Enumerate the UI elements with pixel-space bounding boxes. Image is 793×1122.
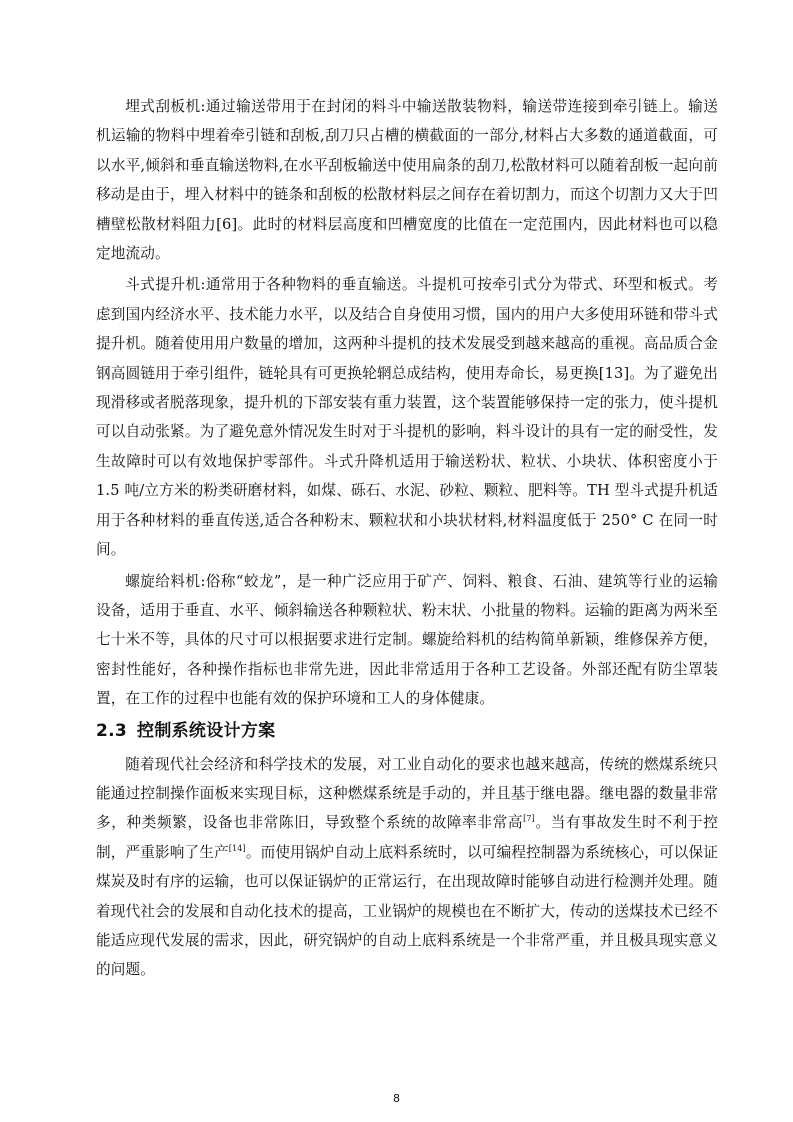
citation-ref-14: [14] bbox=[228, 843, 246, 853]
paragraph-screw-feeder: 螺旋给料机:俗称“蛟龙”，是一种广泛应用于矿产、饲料、粮食、石油、建筑等行业的运输设备，适用于垂直、水平、倾斜输送各种颗粒状、粉末状、小批量的物料。运输的距离为两米至七十米不等，具体的尺寸可以根据要求进行定制。螺旋给料机的结构简单新颖，维修保养方便，密封性能好，各种操作指标也非常先进，因此非常适用于各种工艺设备。外部还配有防尘罩装置，在工作的过程中也能有效的保护环境和工人的身体健康。 bbox=[96, 572, 718, 708]
paragraph-text-part2: 。当有事故发生时不利于控制，严重影响了生产 bbox=[96, 814, 718, 861]
section-heading bbox=[96, 716, 718, 746]
page-number: 8 bbox=[393, 1092, 400, 1105]
page-body bbox=[96, 92, 718, 985]
citation-ref-7: [7] bbox=[523, 814, 535, 824]
paragraph-text-part3: 。而使用锅炉自动上底料系统时，以可编程控制器为系统核心，可以保证煤炭及时有序的运输，也可以保证锅炉的正常运行，在出现故障时能够自动进行检测并处理。随着现代社会的发展和自动化技术的提高，工业锅炉的规模也在不断扩大，传动的送煤技术已经不能适应现代发展的需求，因此，研究锅炉的自动上底料系统是一个非常严重，并且极具现实意义的问题。 bbox=[96, 843, 718, 979]
paragraph-control-scheme bbox=[96, 750, 718, 985]
paragraph-text-part1: 随着现代社会经济和科学技术的发展，对工业自动化的要求也越来越高，传统的燃煤系统只能通过控制操作面板来实现目标，这种燃煤系统是手动的，并且基于继电器。继电器的数量非常多，种类频繁，设备也非常陈旧，导致整个系统的故障率非常高 bbox=[96, 755, 718, 832]
paragraph-scraper-conveyor: 埋式刮板机:通过输送带用于在封闭的料斗中输送散装物料，输送带连接到牵引链上。输送机运输的物料中埋着牵引链和刮板,刮刀只占槽的横截面的一部分,材料占大多数的通道截面，可以水平,倾斜和垂直输送物料,在水平刮板输送中使用扁条的刮刀,松散材料可以随着刮板一起向前移动是由于，埋入材料中的链条和刮板的松散材料层之间存在着切割力，而这个切割力又大于凹槽壁松散材料阻力[6]。此时的材料层高度和凹槽宽度的比值在一定范围内，因此材料也可以稳定地流动。 bbox=[96, 98, 718, 263]
section-title: 控制系统设计方案 bbox=[137, 720, 276, 741]
section-number: 2.3 bbox=[96, 720, 128, 741]
paragraph-bucket-elevator: 斗式提升机:通常用于各种物料的垂直输送。斗提机可按牵引式分为带式、环型和板式。考虑到国内经济水平、技术能力水平，以及结合自身使用习惯，国内的用户大多使用环链和带斗式提升机。随着使用用户数量的增加，这两种斗提机的技术发展受到越来越高的重视。高品质合金钢高圆链用于牵引组件，链轮具有可更换轮辋总成结构，使用寿命长，易更换[13]。为了避免出现滑移或者脱落现象，提升机的下部安装有重力装置，这个装置能够保持一定的张力，使斗提机可以自动张紧。为了避免意外情况发生时对于斗提机的影响，料斗设计的具有一定的耐受性，发生故障时可以有效地保护零部件。斗式升降机适用于输送粉状、粒状、小块状、体积密度小于 1.5 吨/立方米的粉类研磨材料，如煤、砾石、水泥、砂粒、颗粒、肥料等。TH 型斗式提升机适用于各种材料的垂直传送,适合各种粉末、颗粒状和小块状材料,材料温度低于 250° C 在同一时间。 bbox=[96, 276, 718, 559]
